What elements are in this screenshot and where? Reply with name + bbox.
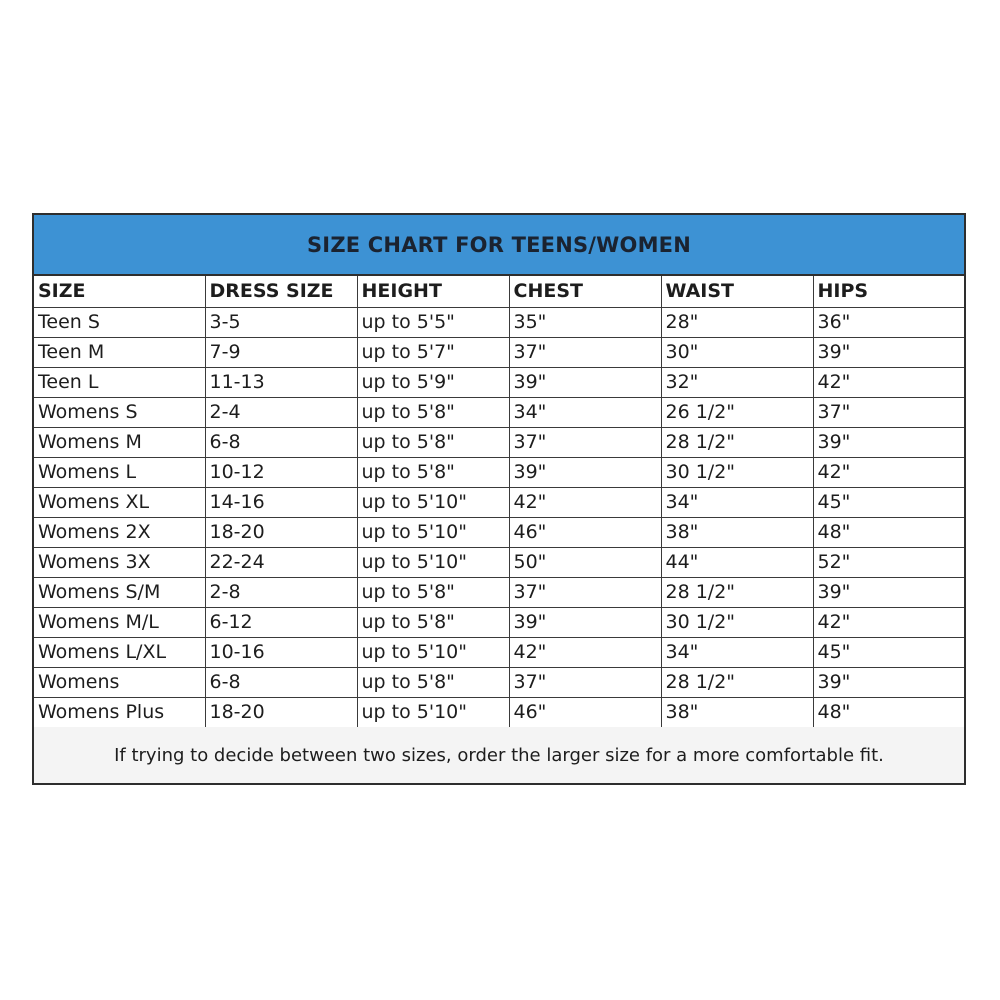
table-row (34, 427, 964, 457)
cell-height: up to 5'8" (357, 667, 509, 697)
table-body (34, 307, 964, 727)
cell-height: up to 5'8" (357, 457, 509, 487)
cell-hips: 37" (813, 397, 964, 427)
cell-dress-size: 2-4 (205, 397, 357, 427)
cell-chest: 39" (509, 367, 661, 397)
cell-chest: 34" (509, 397, 661, 427)
cell-dress-size: 18-20 (205, 517, 357, 547)
cell-hips: 42" (813, 457, 964, 487)
column-header-chest: CHEST (509, 276, 661, 307)
cell-chest: 37" (509, 427, 661, 457)
cell-waist: 34" (661, 637, 813, 667)
cell-size: Womens S/M (34, 577, 205, 607)
cell-height: up to 5'10" (357, 517, 509, 547)
cell-chest: 50" (509, 547, 661, 577)
cell-waist: 28 1/2" (661, 577, 813, 607)
table-row (34, 367, 964, 397)
cell-waist: 30 1/2" (661, 607, 813, 637)
cell-hips: 45" (813, 637, 964, 667)
cell-dress-size: 10-12 (205, 457, 357, 487)
cell-height: up to 5'10" (357, 487, 509, 517)
cell-chest: 39" (509, 607, 661, 637)
cell-height: up to 5'9" (357, 367, 509, 397)
footer-note: If trying to decide between two sizes, order the larger size for a more comfortable fit. (34, 727, 964, 783)
table-row (34, 607, 964, 637)
cell-size: Teen L (34, 367, 205, 397)
cell-size: Womens L/XL (34, 637, 205, 667)
cell-chest: 46" (509, 517, 661, 547)
cell-size: Womens M (34, 427, 205, 457)
cell-size: Womens 3X (34, 547, 205, 577)
cell-size: Womens M/L (34, 607, 205, 637)
cell-dress-size: 10-16 (205, 637, 357, 667)
cell-waist: 32" (661, 367, 813, 397)
cell-height: up to 5'5" (357, 307, 509, 337)
cell-hips: 52" (813, 547, 964, 577)
cell-dress-size: 18-20 (205, 697, 357, 727)
cell-waist: 38" (661, 517, 813, 547)
table-row (34, 307, 964, 337)
cell-hips: 36" (813, 307, 964, 337)
cell-dress-size: 7-9 (205, 337, 357, 367)
cell-size: Womens S (34, 397, 205, 427)
cell-hips: 39" (813, 667, 964, 697)
table-row (34, 577, 964, 607)
cell-waist: 34" (661, 487, 813, 517)
cell-chest: 42" (509, 637, 661, 667)
cell-hips: 48" (813, 697, 964, 727)
cell-hips: 48" (813, 517, 964, 547)
cell-waist: 28 1/2" (661, 667, 813, 697)
table-row (34, 457, 964, 487)
cell-dress-size: 14-16 (205, 487, 357, 517)
size-chart (32, 213, 966, 785)
cell-dress-size: 6-8 (205, 427, 357, 457)
cell-dress-size: 6-8 (205, 667, 357, 697)
cell-height: up to 5'8" (357, 397, 509, 427)
cell-dress-size: 11-13 (205, 367, 357, 397)
cell-hips: 42" (813, 367, 964, 397)
column-header-height: HEIGHT (357, 276, 509, 307)
title-bar (34, 215, 964, 276)
cell-size: Womens 2X (34, 517, 205, 547)
header-row (34, 276, 964, 307)
cell-size: Teen S (34, 307, 205, 337)
cell-waist: 44" (661, 547, 813, 577)
cell-chest: 37" (509, 337, 661, 367)
cell-chest: 37" (509, 577, 661, 607)
cell-waist: 28" (661, 307, 813, 337)
cell-hips: 39" (813, 337, 964, 367)
column-header-size: SIZE (34, 276, 205, 307)
cell-chest: 42" (509, 487, 661, 517)
table-row (34, 397, 964, 427)
cell-chest: 46" (509, 697, 661, 727)
cell-hips: 39" (813, 577, 964, 607)
cell-chest: 35" (509, 307, 661, 337)
cell-dress-size: 3-5 (205, 307, 357, 337)
cell-height: up to 5'10" (357, 637, 509, 667)
cell-waist: 30" (661, 337, 813, 367)
table-row (34, 547, 964, 577)
table-row (34, 487, 964, 517)
cell-size: Womens (34, 667, 205, 697)
cell-waist: 30 1/2" (661, 457, 813, 487)
cell-dress-size: 2-8 (205, 577, 357, 607)
cell-chest: 39" (509, 457, 661, 487)
table-row (34, 667, 964, 697)
cell-hips: 42" (813, 607, 964, 637)
table-row (34, 517, 964, 547)
cell-height: up to 5'8" (357, 577, 509, 607)
cell-size: Teen M (34, 337, 205, 367)
table-row (34, 637, 964, 667)
cell-hips: 45" (813, 487, 964, 517)
cell-height: up to 5'10" (357, 697, 509, 727)
column-header-waist: WAIST (661, 276, 813, 307)
cell-height: up to 5'8" (357, 607, 509, 637)
cell-size: Womens XL (34, 487, 205, 517)
cell-height: up to 5'7" (357, 337, 509, 367)
cell-waist: 38" (661, 697, 813, 727)
cell-dress-size: 22-24 (205, 547, 357, 577)
cell-height: up to 5'10" (357, 547, 509, 577)
cell-chest: 37" (509, 667, 661, 697)
size-table (34, 276, 964, 728)
cell-size: Womens L (34, 457, 205, 487)
column-header-dress-size: DRESS SIZE (205, 276, 357, 307)
chart-title: SIZE CHART FOR TEENS/WOMEN (306, 232, 692, 257)
column-header-hips: HIPS (813, 276, 964, 307)
cell-dress-size: 6-12 (205, 607, 357, 637)
cell-waist: 28 1/2" (661, 427, 813, 457)
cell-height: up to 5'8" (357, 427, 509, 457)
table-row (34, 697, 964, 727)
table-row (34, 337, 964, 367)
cell-waist: 26 1/2" (661, 397, 813, 427)
cell-hips: 39" (813, 427, 964, 457)
cell-size: Womens Plus (34, 697, 205, 727)
